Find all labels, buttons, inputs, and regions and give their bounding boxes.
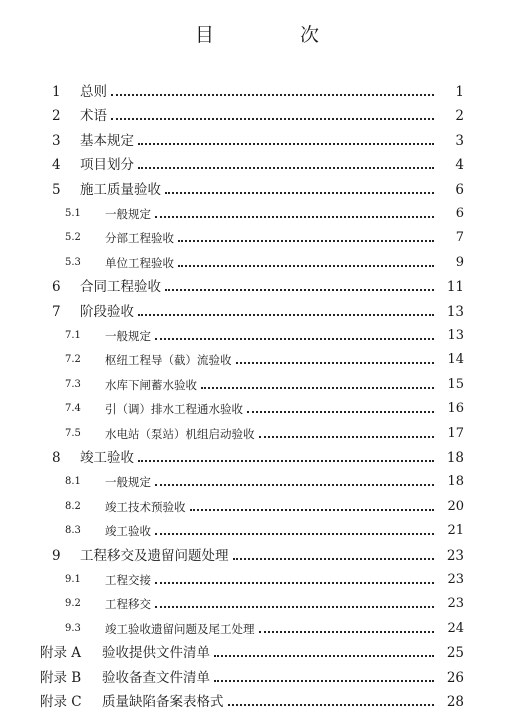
- toc-entry[interactable]: [40, 200, 464, 222]
- toc-entry-page: 1: [455, 84, 464, 100]
- toc-entry[interactable]: [40, 590, 464, 612]
- dot-leader: [136, 133, 438, 149]
- dot-leader: [136, 157, 438, 173]
- toc-entry-page: 16: [447, 401, 464, 417]
- toc-entry-page: 26: [446, 669, 464, 686]
- toc-entry[interactable]: [40, 493, 464, 515]
- toc-entry-page: 13: [446, 303, 464, 320]
- toc-entry-number: 7: [52, 303, 61, 320]
- toc-entry-number: 7.5: [65, 427, 81, 439]
- toc-entry-number: 8.1: [65, 476, 81, 488]
- toc-entry[interactable]: [40, 176, 464, 198]
- toc-entry[interactable]: [40, 688, 464, 710]
- dot-leader: [212, 670, 438, 686]
- toc-entry[interactable]: [40, 371, 464, 393]
- toc-entry-number: 7.1: [65, 330, 81, 341]
- dot-leader: [257, 621, 439, 637]
- toc-entry-title: 竣工技术预验收: [105, 499, 186, 514]
- toc-entry[interactable]: [40, 566, 464, 588]
- toc-entry-page: 18: [447, 474, 464, 490]
- toc-entry-page: 21: [447, 523, 464, 539]
- toc-entry-page: 11: [446, 279, 464, 296]
- toc-entry-number: 3: [52, 132, 61, 149]
- dot-leader: [153, 596, 438, 612]
- toc-entry-page: 17: [447, 425, 464, 441]
- toc-entry[interactable]: [40, 102, 464, 124]
- dot-leader: [153, 474, 438, 490]
- toc-entry-page: 20: [447, 498, 464, 514]
- toc-entry-title: 术语: [80, 108, 107, 125]
- toc-entry-number: 9.3: [65, 622, 81, 634]
- toc-entry-number: 2: [52, 108, 61, 125]
- toc-entry-number: 6: [52, 279, 61, 296]
- toc-entry-page: 24: [447, 620, 464, 636]
- toc-entry-title: 验收备查文件清单: [102, 669, 210, 686]
- toc-entry-page: 9: [455, 254, 464, 270]
- dot-leader: [245, 401, 438, 417]
- toc-entry[interactable]: [40, 249, 464, 271]
- toc-entry[interactable]: [40, 151, 464, 173]
- toc-entry[interactable]: [40, 298, 464, 320]
- toc-entry-page: 25: [446, 645, 464, 662]
- toc-entry-title: 工程交接: [105, 573, 151, 587]
- toc-entry-number: 7.4: [65, 403, 81, 415]
- toc-entry-number: 5.1: [65, 208, 81, 219]
- toc-entry-page: 6: [455, 206, 464, 221]
- toc-entry-number: 5.3: [65, 256, 81, 268]
- toc-entry-title: 工程移交及遗留问题处理: [80, 547, 229, 564]
- toc-entry[interactable]: [40, 127, 464, 149]
- dot-leader: [257, 426, 439, 442]
- toc-entry-page: 23: [447, 596, 464, 612]
- toc-entry-title: 一般规定: [105, 475, 151, 490]
- toc-entry[interactable]: [40, 615, 464, 637]
- toc-entry[interactable]: [40, 395, 464, 417]
- toc-entry-number: 4: [52, 157, 61, 174]
- toc-entry-title: 合同工程验收: [80, 279, 161, 296]
- toc-entry[interactable]: [40, 542, 464, 564]
- dot-leader: [234, 352, 439, 368]
- dot-leader: [153, 523, 438, 539]
- toc-entry-page: 18: [446, 450, 464, 466]
- toc-entry-page: 4: [455, 157, 464, 174]
- toc-entry-page: 2: [455, 108, 464, 125]
- dot-leader: [153, 572, 438, 588]
- toc-entry[interactable]: [40, 273, 464, 295]
- toc-entry[interactable]: [40, 224, 464, 246]
- toc-entry-title: 单位工程验收: [105, 255, 174, 270]
- toc-entry-title: 项目划分: [80, 157, 134, 174]
- toc-entry-number: 7.3: [65, 378, 81, 390]
- page-title: 目 次: [194, 24, 360, 46]
- toc-entry-number: 附录 A: [40, 645, 82, 662]
- dot-leader: [199, 377, 438, 393]
- dot-leader: [212, 645, 438, 661]
- dot-leader: [163, 182, 438, 198]
- toc-entry-page: 23: [446, 547, 464, 564]
- toc-entry-number: 7.2: [65, 354, 81, 366]
- dot-leader: [163, 279, 438, 295]
- toc-entry-page: 15: [447, 376, 464, 392]
- toc-entry-page: 23: [447, 572, 464, 587]
- toc-entry[interactable]: [40, 322, 464, 344]
- dot-leader: [136, 304, 438, 320]
- toc-entry-page: 13: [447, 328, 464, 343]
- dot-leader: [176, 255, 438, 271]
- toc-entry-number: 9: [52, 547, 61, 564]
- toc-entry[interactable]: [40, 346, 464, 368]
- toc-entry-number: 5.2: [65, 232, 81, 244]
- toc-entry[interactable]: [40, 78, 464, 100]
- dot-leader: [176, 230, 438, 246]
- toc-entry-number: 附录 B: [40, 669, 82, 686]
- dot-leader: [188, 499, 439, 515]
- toc-entry-title: 引（调）排水工程通水验收: [105, 402, 243, 417]
- toc-entry-page: 3: [455, 132, 464, 149]
- toc-entry-title: 验收提供文件清单: [102, 645, 210, 662]
- toc-entry-page: 6: [455, 181, 464, 198]
- toc-entry-page: 28: [446, 694, 464, 710]
- dot-leader: [231, 548, 439, 564]
- toc-entry-title: 工程移交: [105, 597, 151, 612]
- toc-entry[interactable]: [40, 444, 464, 466]
- toc-entry-title: 竣工验收: [80, 450, 134, 466]
- toc-entry-title: 施工质量验收: [80, 181, 161, 198]
- dot-leader: [136, 450, 438, 466]
- toc-entry-title: 水电站（泵站）机组启动验收: [105, 426, 255, 441]
- toc-entry-page: 14: [447, 352, 464, 368]
- toc-entry[interactable]: [40, 517, 464, 539]
- toc-entry-number: 8.3: [65, 525, 81, 537]
- toc-entry-title: 枢纽工程导（截）流验收: [105, 353, 232, 368]
- toc-entry-number: 1: [52, 84, 61, 100]
- toc-entry-number: 附录 C: [40, 694, 82, 710]
- toc-entry-number: 9.2: [65, 598, 81, 610]
- toc-entry[interactable]: [40, 468, 464, 490]
- toc-entry-page: 7: [455, 230, 464, 246]
- dot-leader: [153, 328, 438, 344]
- toc-entry-title: 阶段验收: [80, 303, 134, 320]
- toc-entry[interactable]: [40, 639, 464, 661]
- dot-leader: [109, 108, 438, 124]
- toc-entry[interactable]: [40, 664, 464, 686]
- toc-entry-number: 8: [52, 450, 61, 466]
- dot-leader: [226, 694, 439, 710]
- toc-entry-title: 一般规定: [105, 329, 151, 343]
- toc-entry-title: 基本规定: [80, 132, 134, 149]
- toc-entry-number: 8.2: [65, 500, 81, 512]
- toc-entry-number: 9.1: [65, 574, 81, 585]
- toc-entry-number: 5: [52, 181, 61, 198]
- toc-entry-title: 分部工程验收: [105, 231, 174, 246]
- toc-entry-title: 总则: [80, 84, 107, 100]
- toc-entry-title: 竣工验收遗留问题及尾工处理: [105, 621, 255, 636]
- toc-entry-title: 一般规定: [105, 207, 151, 221]
- toc-entry-title: 竣工验收: [105, 524, 151, 539]
- toc-entry-title: 水库下闸蓄水验收: [105, 377, 197, 392]
- toc-entry-title: 质量缺陷备案表格式: [102, 694, 224, 710]
- dot-leader: [153, 206, 438, 222]
- toc-entry[interactable]: [40, 420, 464, 442]
- dot-leader: [109, 84, 438, 100]
